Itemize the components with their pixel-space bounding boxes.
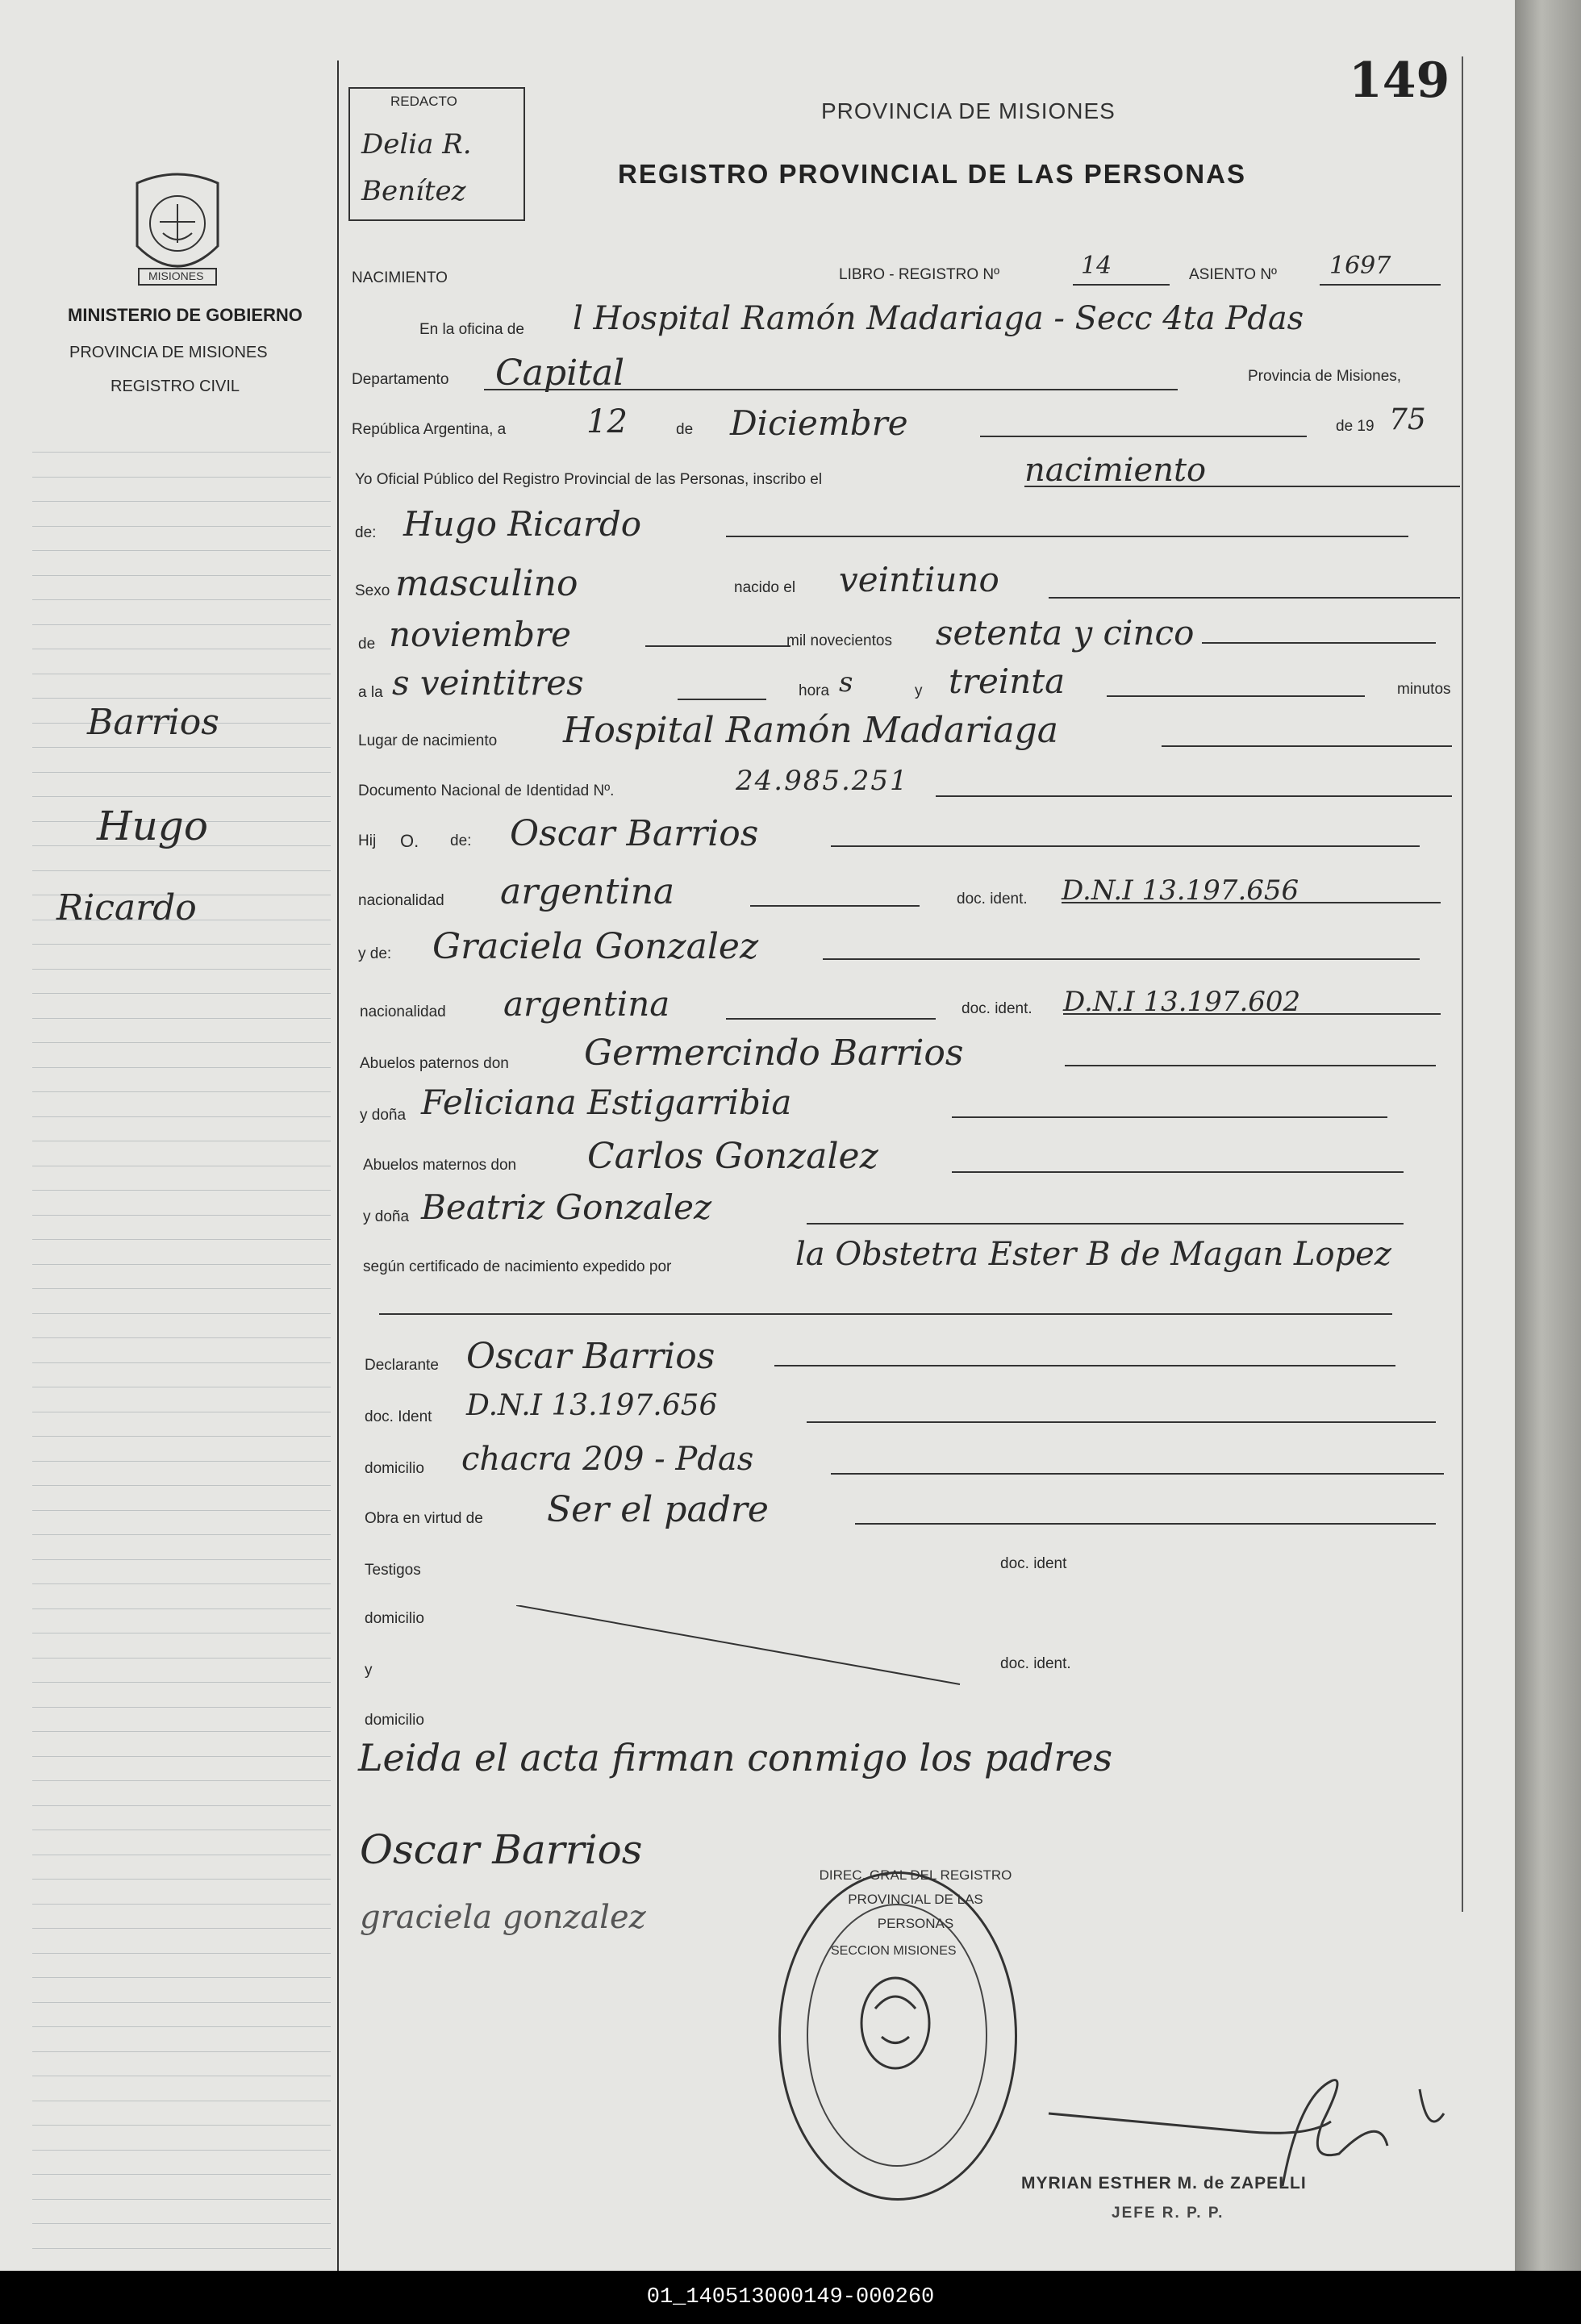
crest-text: MISIONES <box>148 269 204 282</box>
ruled-line <box>32 1337 331 1338</box>
redacto-handwriting: Delia R. Benítez <box>361 128 472 207</box>
ruled-line <box>32 796 331 797</box>
domicilio3-label: domicilio <box>365 1712 424 1729</box>
margin-first-name: Hugo <box>97 803 208 849</box>
abpat-label: Abuelos paternos don <box>360 1055 509 1072</box>
crest-icon <box>121 165 234 294</box>
ruled-line <box>32 1042 331 1043</box>
de-label: de <box>676 421 694 438</box>
lugar-label: Lugar de nacimiento <box>358 732 498 749</box>
ydona1-value: Feliciana Estigarribia <box>421 1083 792 1122</box>
domicilio-value: chacra 209 - Pdas <box>461 1441 754 1478</box>
ruled-line <box>32 993 331 994</box>
firma-padre: Oscar Barrios <box>360 1826 643 1873</box>
abpat-value: Germercindo Barrios <box>584 1033 964 1074</box>
ruled-line <box>32 2223 331 2224</box>
ruled-line <box>32 1534 331 1535</box>
ruled-line <box>32 1953 331 1954</box>
ruled-line <box>32 1510 331 1511</box>
docid-label: doc. Ident <box>365 1408 432 1425</box>
alas-value: s veintitres <box>392 663 584 703</box>
abmat-value: Carlos Gonzalez <box>587 1136 878 1177</box>
seal-inner-text: SECCION MISIONES <box>831 1944 957 1958</box>
ruled-line <box>32 2002 331 2003</box>
ruled-line <box>32 698 331 699</box>
departamento-label: Departamento <box>352 371 449 388</box>
ruled-line <box>32 747 331 748</box>
ruled-line <box>32 2150 331 2151</box>
domicilio2-label: domicilio <box>365 1610 424 1627</box>
nacimiento-label: NACIMIENTO <box>352 269 448 286</box>
ruled-line <box>32 624 331 625</box>
nac2-value: argentina <box>503 984 670 1024</box>
obra-label: Obra en virtud de <box>365 1510 483 1527</box>
leida-text: Leida el acta firman conmigo los padres <box>358 1736 1113 1780</box>
de2-value: Hugo Ricardo <box>403 504 642 544</box>
anio-value: 75 <box>1389 403 1426 436</box>
ruled-line <box>32 2248 331 2249</box>
docident4-label: doc. ident. <box>1000 1655 1071 1672</box>
ruled-line <box>32 1805 331 1806</box>
redacto-box <box>348 87 525 221</box>
ruled-line <box>32 772 331 773</box>
ruled-line <box>32 599 331 600</box>
republica-label: República Argentina, a <box>352 421 507 438</box>
y2-label: y <box>365 1662 373 1679</box>
strike-line <box>516 1605 968 1694</box>
declarante-value: Oscar Barrios <box>466 1336 715 1377</box>
oficina-label: En la oficina de <box>419 321 524 338</box>
doc2-label: doc. ident. <box>962 1000 1032 1017</box>
nacido-label: nacido el <box>734 579 796 596</box>
doc2-value: D.N.I 13.197.602 <box>1063 986 1301 1018</box>
ruled-line <box>32 1190 331 1191</box>
lugar-value: Hospital Ramón Madariaga <box>563 710 1058 751</box>
ruled-line <box>32 870 331 871</box>
ruled-line <box>32 1608 331 1609</box>
anio-label: de 19 <box>1336 418 1375 435</box>
ruled-line <box>32 550 331 551</box>
ydona1-label: y doña <box>360 1107 407 1124</box>
padre-value: Oscar Barrios <box>510 813 759 854</box>
minutos-label: minutos <box>1397 681 1451 698</box>
ruled-line <box>32 1116 331 1117</box>
ruled-line <box>32 2174 331 2175</box>
ruled-line <box>32 1215 331 1216</box>
ruled-line <box>32 1264 331 1265</box>
abmat-label: Abuelos maternos don <box>363 1157 517 1174</box>
libro-label: LIBRO - REGISTRO Nº <box>839 266 1000 283</box>
ruled-line <box>32 1461 331 1462</box>
asiento-label: ASIENTO Nº <box>1189 266 1277 283</box>
ministry-registry: REGISTRO CIVIL <box>111 378 240 395</box>
seal-text: DIREC. GRAL DEL REGISTRO PROVINCIAL DE LAS PERSONAS <box>819 1867 1012 1931</box>
ruled-line <box>32 1928 331 1929</box>
dni-value: 24.985.251 <box>736 765 909 797</box>
official-title: JEFE R. P. P. <box>1112 2205 1224 2222</box>
ruled-line <box>32 526 331 527</box>
minutos-value: treinta <box>949 661 1066 701</box>
ruled-line <box>32 944 331 945</box>
margin-border-line <box>337 60 339 2271</box>
asiento-value: 1697 <box>1329 252 1391 280</box>
mil-label: mil novecientos <box>786 632 892 649</box>
ruled-line <box>32 1018 331 1019</box>
sexo-label: Sexo <box>355 582 390 599</box>
libro-value: 14 <box>1081 252 1112 280</box>
official-name: MYRIAN ESTHER M. de ZAPELLI <box>1021 2174 1307 2193</box>
obra-value: Ser el padre <box>547 1489 769 1530</box>
ruled-line <box>32 1904 331 1905</box>
de2-label: de: <box>355 524 377 541</box>
ruled-line <box>32 1977 331 1978</box>
ruled-line <box>32 969 331 970</box>
oficina-value: l Hospital Ramón Madariaga - Secc 4ta Pdas <box>573 300 1304 337</box>
ruled-line <box>32 501 331 502</box>
header-province: PROVINCIA DE MISIONES <box>821 98 1116 123</box>
ruled-line <box>32 2051 331 2052</box>
y-label: y <box>915 682 923 699</box>
domicilio-label: domicilio <box>365 1460 424 1477</box>
ruled-line <box>32 1239 331 1240</box>
mes2-value: noviembre <box>389 615 571 654</box>
margin-second-name: Ricardo <box>56 887 197 928</box>
ydona2-value: Beatriz Gonzalez <box>421 1187 712 1227</box>
ydona2-label: y doña <box>363 1208 410 1225</box>
ruled-line <box>32 2026 331 2027</box>
mes-value: Diciembre <box>730 403 908 443</box>
nac2-label: nacionalidad <box>360 1003 446 1020</box>
docid-value: D.N.I 13.197.656 <box>466 1389 718 1422</box>
redacto-label: REDACTO <box>390 94 457 109</box>
nac1-label: nacionalidad <box>358 892 444 909</box>
mil-value: setenta y cinco <box>936 613 1195 653</box>
dia-value: 12 <box>586 403 628 440</box>
ruled-line <box>32 1436 331 1437</box>
header-registry: REGISTRO PROVINCIAL DE LAS PERSONAS <box>618 159 1246 189</box>
ruled-line <box>32 1091 331 1092</box>
de3-label: de <box>358 636 376 653</box>
segun-value: la Obstetra Ester B de Magan Lopez <box>795 1236 1391 1273</box>
ruled-line <box>32 1731 331 1732</box>
hijo-de-label: de: <box>450 832 472 849</box>
horas-label: hora <box>799 682 830 699</box>
ruled-line <box>32 1583 331 1584</box>
nacido-value: veintiuno <box>839 560 999 599</box>
ruled-line <box>32 1362 331 1363</box>
ruled-line <box>32 1707 331 1708</box>
page-number: 149 <box>1349 52 1450 109</box>
madre-value: Graciela Gonzalez <box>432 926 759 967</box>
ruled-line <box>32 477 331 478</box>
oficial-value: nacimiento <box>1024 452 1207 489</box>
departamento-value: Capital <box>495 353 625 394</box>
ministry-name: MINISTERIO DE GOBIERNO <box>68 305 302 325</box>
seal-portrait-icon <box>851 1968 940 2081</box>
ruled-line <box>32 452 331 453</box>
ruled-line <box>32 1879 331 1880</box>
declarante-label: Declarante <box>365 1357 439 1374</box>
right-border-line <box>1462 56 1463 1912</box>
sexo-value: masculino <box>395 563 578 604</box>
nac1-value: argentina <box>500 871 675 912</box>
ruled-line <box>32 575 331 576</box>
doc1-label: doc. ident. <box>957 891 1028 907</box>
hijo-suffix: O. <box>400 831 419 851</box>
ruled-line <box>32 2199 331 2200</box>
ruled-line <box>32 1682 331 1683</box>
ruled-line <box>32 1559 331 1560</box>
docident3-label: doc. ident <box>1000 1555 1067 1572</box>
book-edge <box>1515 0 1581 2271</box>
firma-madre: graciela gonzalez <box>360 1899 646 1936</box>
oficial-label: Yo Oficial Público del Registro Provincial de las Personas, inscribo el <box>355 471 823 488</box>
horas-value: s <box>839 666 853 699</box>
margin-surname: Barrios <box>87 702 219 743</box>
ruled-line <box>32 1756 331 1757</box>
hijo-label: Hij <box>358 832 377 849</box>
doc1-value: D.N.I 13.197.656 <box>1062 874 1299 907</box>
ruled-line <box>32 1313 331 1314</box>
ruled-line <box>32 1658 331 1659</box>
ruled-line <box>32 1067 331 1068</box>
ruled-line <box>32 1780 331 1781</box>
segun-label: según certificado de nacimiento expedido por <box>363 1258 672 1275</box>
provincia-label: Provincia de Misiones, <box>1248 368 1402 385</box>
yde-label: y de: <box>358 945 392 962</box>
ruled-line <box>32 1288 331 1289</box>
alas-label: a la <box>358 684 383 701</box>
testigos-label: Testigos <box>365 1562 421 1579</box>
dni-label: Documento Nacional de Identidad Nº. <box>358 782 615 799</box>
footer-code: 01_140513000149-000260 <box>0 2271 1581 2324</box>
ruled-line <box>32 2125 331 2126</box>
ruled-line <box>32 1485 331 1486</box>
ministry-province: PROVINCIA DE MISIONES <box>69 344 268 361</box>
